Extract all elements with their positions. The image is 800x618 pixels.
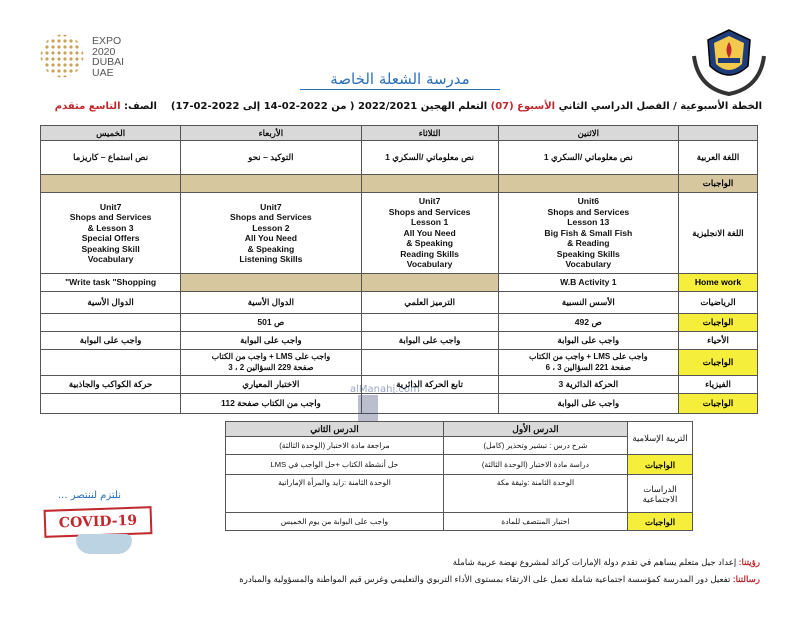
lesson-cell: حركة الكواكب والجاذبية — [41, 376, 181, 394]
lesson-header: الدرس الأول — [443, 422, 627, 437]
table-header-row — [226, 422, 693, 437]
expo-logo-text — [92, 36, 124, 78]
homework-cell — [181, 274, 361, 292]
lesson-cell: الترميز العلمي — [361, 292, 498, 314]
homework-cell: ص 501 — [181, 314, 361, 332]
vision-label: رؤيتنا: — [738, 557, 760, 567]
homework-label: الواجبات — [628, 513, 693, 531]
homework-cell: واجب من الكتاب صفحة 112 — [181, 394, 361, 414]
homework-cell: واجب على LMS + واجب من الكتاب صفحة 221 السؤالين 3 ، 6 — [498, 350, 678, 376]
school-crest-logo — [688, 26, 770, 98]
islamic-social-table — [225, 421, 693, 531]
expo-line: UAE — [92, 66, 114, 79]
expo-dots-emblem — [38, 32, 86, 80]
lesson-cell: واجب على البوابة — [181, 332, 361, 350]
homework-cell — [41, 394, 181, 414]
subject-label: الدراسات الاجتماعية — [628, 475, 693, 513]
subject-label: اللغة العربية — [679, 141, 758, 175]
lesson-cell: مراجعة مادة الاختبار (الوحدة الثالثة) — [226, 437, 444, 455]
slogan-text: نلتزم لننتصر ... — [58, 490, 122, 501]
homework-cell — [361, 394, 498, 414]
expo-line: DUBAI — [92, 56, 125, 68]
subject-label: الأحياء — [679, 332, 758, 350]
table-row — [41, 394, 758, 414]
table-row — [41, 292, 758, 314]
homework-cell — [361, 314, 498, 332]
school-title: مدرسة الشعلة الخاصة — [300, 70, 500, 90]
expo-2020-logo — [38, 32, 148, 84]
face-mask-icon — [76, 534, 132, 554]
lesson-cell: الحركة الدائرية 3 — [498, 376, 678, 394]
watermark-emblem — [358, 395, 378, 421]
vision-text: إعداد جيل متعلم يساهم في تقدم دولة الإمارات كرائد لمشروع نهضة عربية شاملة — [452, 557, 739, 567]
lesson-cell: Unit7 Shops and Services Lesson 1 All You Need Speaking & Reading Skills Vocabulary — [361, 193, 498, 274]
homework-cell — [498, 175, 678, 193]
lesson-cell: نص معلوماتي /السكري 1 — [361, 141, 498, 175]
lesson-cell: Unit7 Shops and Services Lesson 2 All You Need Speaking & Listening Skills — [181, 193, 361, 274]
lesson-cell: الوحدة الثامنة :وثيقة مكة — [443, 475, 627, 513]
lesson-cell: شرح درس : تبشير وتحذير (كامل) — [443, 437, 627, 455]
lesson-cell: الدوال الأسية — [181, 292, 361, 314]
weekly-plan-table — [40, 125, 758, 414]
homework-label: الواجبات — [628, 455, 693, 475]
table-row — [41, 332, 758, 350]
plan-dates: التعلم الهجين 2022/2021 ( من 2022-02-14 إلى 2022-02-17) — [170, 101, 488, 112]
homework-label: الواجبات — [679, 350, 758, 376]
homework-cell: واجب على البوابة — [498, 394, 678, 414]
lesson-cell: الوحدة الثامنة :زايد والمرأة الإماراتية — [226, 475, 444, 513]
homework-label: الواجبات — [679, 175, 758, 193]
table-header-row — [41, 126, 758, 141]
covid-badge: COVID-19 — [44, 506, 153, 538]
day-header: الخميس — [41, 126, 181, 141]
day-header: الأربعاء — [181, 126, 361, 141]
lesson-header: الدرس الثاني — [226, 422, 444, 437]
expo-line: 2020 — [92, 45, 116, 58]
homework-cell: دراسة مادة الاختبار (الوحدة الثالثة) — [443, 455, 627, 475]
day-header: الاثنين — [498, 126, 678, 141]
lesson-cell: واجب على البوابة — [361, 332, 498, 350]
homework-cell: W.B Activity 1 — [498, 274, 678, 292]
table-row — [41, 350, 758, 376]
table-row — [41, 193, 758, 274]
mission-label: رسالتنا: — [732, 574, 760, 584]
subject-label: التربية الإسلامية — [628, 422, 693, 455]
homework-cell — [181, 175, 361, 193]
table-row — [226, 513, 693, 531]
homework-cell: Write task "Shopping" — [41, 274, 181, 292]
subject-label: الرياضيات — [679, 292, 758, 314]
lesson-cell: تابع الحركة الدائرية — [361, 376, 498, 394]
homework-label: الواجبات — [679, 394, 758, 414]
mission-text: تفعيل دور المدرسة كمؤسسة اجتماعية شاملة تعمل على الارتقاء بمستوى الأداء التربوي والتعليمي وغرس قيم المواطنة والمسؤولية والمبادرة — [239, 574, 733, 584]
table-row — [41, 175, 758, 193]
table-row — [226, 475, 693, 513]
homework-cell: حل أنشطة الكتاب +حل الواجب في LMS — [226, 455, 444, 475]
table-row — [41, 314, 758, 332]
lesson-cell: واجب على البوابة — [498, 332, 678, 350]
subject-label: اللغة الانجليزية — [679, 193, 758, 274]
homework-cell: واجب على البوابة من يوم الخميس — [226, 513, 444, 531]
table-row — [226, 455, 693, 475]
grade-value: التاسع متقدم — [54, 101, 121, 112]
lesson-cell: الدوال الأسية — [41, 292, 181, 314]
corner-cell — [679, 126, 758, 141]
mission-line — [60, 571, 760, 588]
lesson-cell: الأسس النسبية — [498, 292, 678, 314]
table-row — [41, 274, 758, 292]
lesson-cell: الاختبار المعياري — [181, 376, 361, 394]
homework-cell — [361, 274, 498, 292]
homework-cell — [41, 175, 181, 193]
subject-label: الفيزياء — [679, 376, 758, 394]
table-row — [226, 437, 693, 455]
homework-cell: ص 492 — [498, 314, 678, 332]
lesson-cell: التوكيد – نحو — [181, 141, 361, 175]
table-row — [41, 141, 758, 175]
homework-label: الواجبات — [679, 314, 758, 332]
vision-mission-block — [60, 554, 760, 588]
homework-cell — [41, 314, 181, 332]
expo-line: EXPO — [92, 35, 122, 47]
lesson-cell: واجب على البوابة — [41, 332, 181, 350]
lesson-cell: نص معلوماتي /السكري 1 — [498, 141, 678, 175]
lesson-cell: Unit6 Shops and Services Lesson 13 Big Fish & Small Fish Reading & Speaking Skills Vocabulary — [498, 193, 678, 274]
day-header: الثلاثاء — [361, 126, 498, 141]
lesson-cell: Unit7 Shops and Services Lesson 3 & Special Offers Speaking Skill Vocabulary — [41, 193, 181, 274]
watermark-text: alManahj.com — [350, 384, 420, 395]
homework-cell — [361, 350, 498, 376]
homework-label: Home work — [679, 274, 758, 292]
week-label: الأسبوع (07) — [490, 101, 556, 112]
vision-line — [60, 554, 760, 571]
plan-subtitle — [30, 101, 762, 112]
homework-cell: اختبار المنتصف للمادة — [443, 513, 627, 531]
grade-label: الصف: — [123, 101, 157, 112]
homework-cell: واجب على LMS + واجب من الكتاب صفحة 229 السؤالين 2 ، 3 — [181, 350, 361, 376]
homework-cell — [361, 175, 498, 193]
lesson-cell: نص استماع – كاريزما — [41, 141, 181, 175]
plan-label: الخطة الأسبوعية / الفصل الدراسي الثاني — [558, 101, 762, 112]
homework-cell — [41, 350, 181, 376]
